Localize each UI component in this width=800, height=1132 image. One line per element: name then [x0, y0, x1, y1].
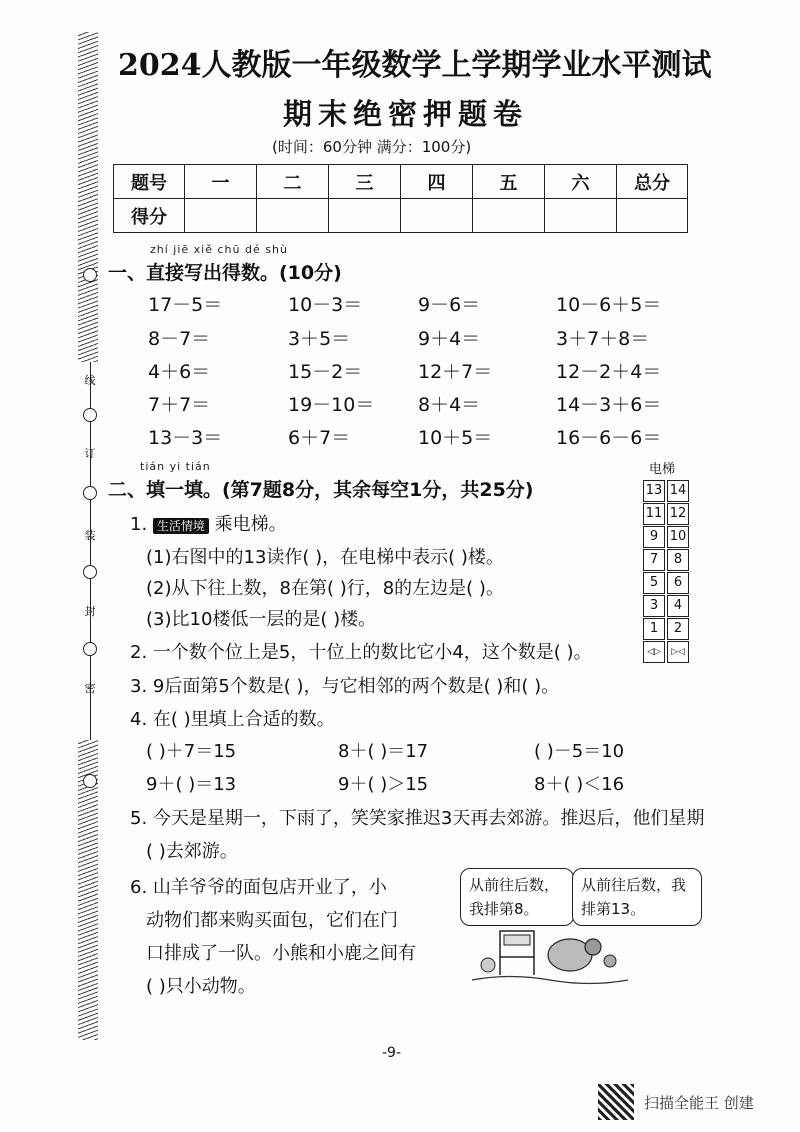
table-cell: 五 [473, 165, 545, 199]
q5-line1: 5. 今天是星期一，下雨了，笑笑家推迟3天再去郊游。推迟后，他们星期 [130, 808, 705, 829]
speech-bubble-right [572, 868, 702, 926]
q4-equation: 8＋( )＝17 [338, 741, 429, 762]
q3-text: 3. 9后面第5个数是( )，与它相邻的两个数是( )和( )。 [130, 676, 560, 697]
q1-sub1: (1)右图中的13读作( )，在电梯中表示( )楼。 [146, 547, 504, 568]
exam-title: 2024人教版一年级数学上学期学业水平测试 [118, 48, 712, 83]
table-cell: 六 [545, 165, 617, 199]
strip-label-feng: 封 [84, 605, 96, 618]
animals-queue-illustration [470, 925, 630, 985]
calc-problem: 19－10＝ [288, 394, 375, 416]
elevator-button: 8 [667, 549, 689, 571]
calc-problem: 12＋7＝ [418, 361, 493, 383]
table-cell: 二 [257, 165, 329, 199]
table-cell: 题号 [114, 165, 185, 199]
life-context-tag: 生活情境 [153, 518, 209, 534]
binding-hole [83, 408, 97, 422]
q1-heading [130, 510, 287, 536]
elevator-button: 14 [667, 480, 689, 502]
elevator-button: 7 [643, 549, 665, 571]
elevator-button: 11 [643, 503, 665, 525]
score-cell[interactable] [617, 199, 688, 233]
q6-line2: 动物们都来购买面包，它们在门 [146, 910, 398, 931]
strip-label-zhuang: 装 [84, 529, 96, 542]
q2-text: 2. 一个数个位上是5，十位上的数比它小4，这个数是( )。 [130, 642, 592, 663]
elevator-button: 6 [667, 572, 689, 594]
table-cell: 三 [329, 165, 401, 199]
calc-problem: 14－3＋6＝ [556, 394, 662, 416]
strip-label-xian: 线 [84, 374, 96, 387]
q6-line3: 口排成了一队。小熊和小鹿之间有 [146, 943, 416, 964]
exam-time-score: (时间：60分钟 满分：100分) [272, 138, 472, 156]
section1-pinyin: zhí jiē xiě chū dé shù [150, 243, 288, 256]
door-open-icon: ◁▷ [643, 641, 665, 663]
calc-problem: 6＋7＝ [288, 427, 351, 449]
score-cell[interactable] [473, 199, 545, 233]
q6-line1: 6. 山羊爷爷的面包店开业了，小 [130, 877, 387, 898]
scanner-watermark: 扫描全能王 创建 [644, 1094, 754, 1112]
section1-title: 一、直接写出得数。(10分) [108, 262, 342, 284]
score-cell[interactable] [401, 199, 473, 233]
q4-equation: ( )＋7＝15 [146, 741, 237, 762]
exam-subtitle: 期末绝密押题卷 [283, 97, 529, 131]
q4-equation: 9＋( )＞15 [338, 774, 429, 795]
score-cell[interactable] [545, 199, 617, 233]
elevator-button: 4 [667, 595, 689, 617]
strip-hatch-top [78, 32, 98, 362]
q1-sub2: (2)从下往上数，8在第( )行，8的左边是( )。 [146, 578, 504, 599]
calc-problem: 17－5＝ [148, 294, 223, 316]
calc-problem: 8＋4＝ [418, 394, 481, 416]
bubble-line: 我排第8。 [469, 900, 539, 918]
q1-sub3: (3)比10楼低一层的是( )楼。 [146, 609, 377, 630]
score-cell[interactable] [185, 199, 257, 233]
binding-hole [83, 565, 97, 579]
calc-problem: 4＋6＝ [148, 361, 211, 383]
calc-problem: 7＋7＝ [148, 394, 211, 416]
q4-equation: ( )－5＝10 [534, 741, 625, 762]
calc-problem: 3＋7＋8＝ [556, 328, 650, 350]
elevator-button: 10 [667, 526, 689, 548]
table-cell: 四 [401, 165, 473, 199]
section2-pinyin: tián yi tián [140, 460, 211, 473]
calc-problem: 9－6＝ [418, 294, 481, 316]
calc-problem: 12－2＋4＝ [556, 361, 662, 383]
q4-equation: 8＋( )＜16 [534, 774, 625, 795]
table-cell: 一 [185, 165, 257, 199]
q4-title: 4. 在( )里填上合适的数。 [130, 709, 335, 730]
strip-label-mi: 密 [84, 682, 96, 695]
elevator-button: 12 [667, 503, 689, 525]
calc-problem: 13－3＝ [148, 427, 223, 449]
score-table [113, 164, 688, 233]
calc-problem: 10－6＋5＝ [556, 294, 662, 316]
q4-equation: 9＋( )＝13 [146, 774, 237, 795]
binding-hole [83, 642, 97, 656]
door-close-icon: ▷◁ [667, 641, 689, 663]
calc-problem: 16－6－6＝ [556, 427, 662, 449]
calc-problem: 10－3＝ [288, 294, 363, 316]
table-cell: 总分 [617, 165, 688, 199]
calc-problem: 10＋5＝ [418, 427, 493, 449]
bubble-line: 从前往后数，我 [581, 876, 687, 894]
calc-problem: 3＋5＝ [288, 328, 351, 350]
elevator-button: 1 [643, 618, 665, 640]
elevator-label: 电梯 [649, 462, 676, 477]
elevator-button: 3 [643, 595, 665, 617]
score-table-header-row [114, 165, 688, 199]
bubble-line: 从前往后数， [469, 876, 560, 894]
binding-hole [83, 268, 97, 282]
q1-number: 1. [130, 514, 148, 535]
table-cell: 得分 [114, 199, 185, 233]
binding-hole [83, 486, 97, 500]
q6-line4: ( )只小动物。 [146, 976, 256, 997]
score-cell[interactable] [257, 199, 329, 233]
speech-bubble-left [460, 868, 574, 926]
q1-text: 乘电梯。 [214, 514, 287, 535]
qr-code-icon [598, 1084, 634, 1120]
strip-label-ding: 订 [84, 447, 96, 460]
score-cell[interactable] [329, 199, 401, 233]
q5-line2: ( )去郊游。 [146, 841, 238, 862]
elevator-button: 5 [643, 572, 665, 594]
calc-problem: 8－7＝ [148, 328, 211, 350]
elevator-button: 13 [643, 480, 665, 502]
page-number: -9- [382, 1045, 402, 1061]
calc-problem: 9＋4＝ [418, 328, 481, 350]
elevator-button: 2 [667, 618, 689, 640]
section2-title: 二、填一填。(第7题8分，其余每空1分，共25分) [108, 479, 534, 501]
score-table-score-row [114, 199, 688, 233]
elevator-button: 9 [643, 526, 665, 548]
calc-problem: 15－2＝ [288, 361, 363, 383]
binding-hole [83, 774, 97, 788]
bubble-line: 排第13。 [581, 900, 646, 918]
